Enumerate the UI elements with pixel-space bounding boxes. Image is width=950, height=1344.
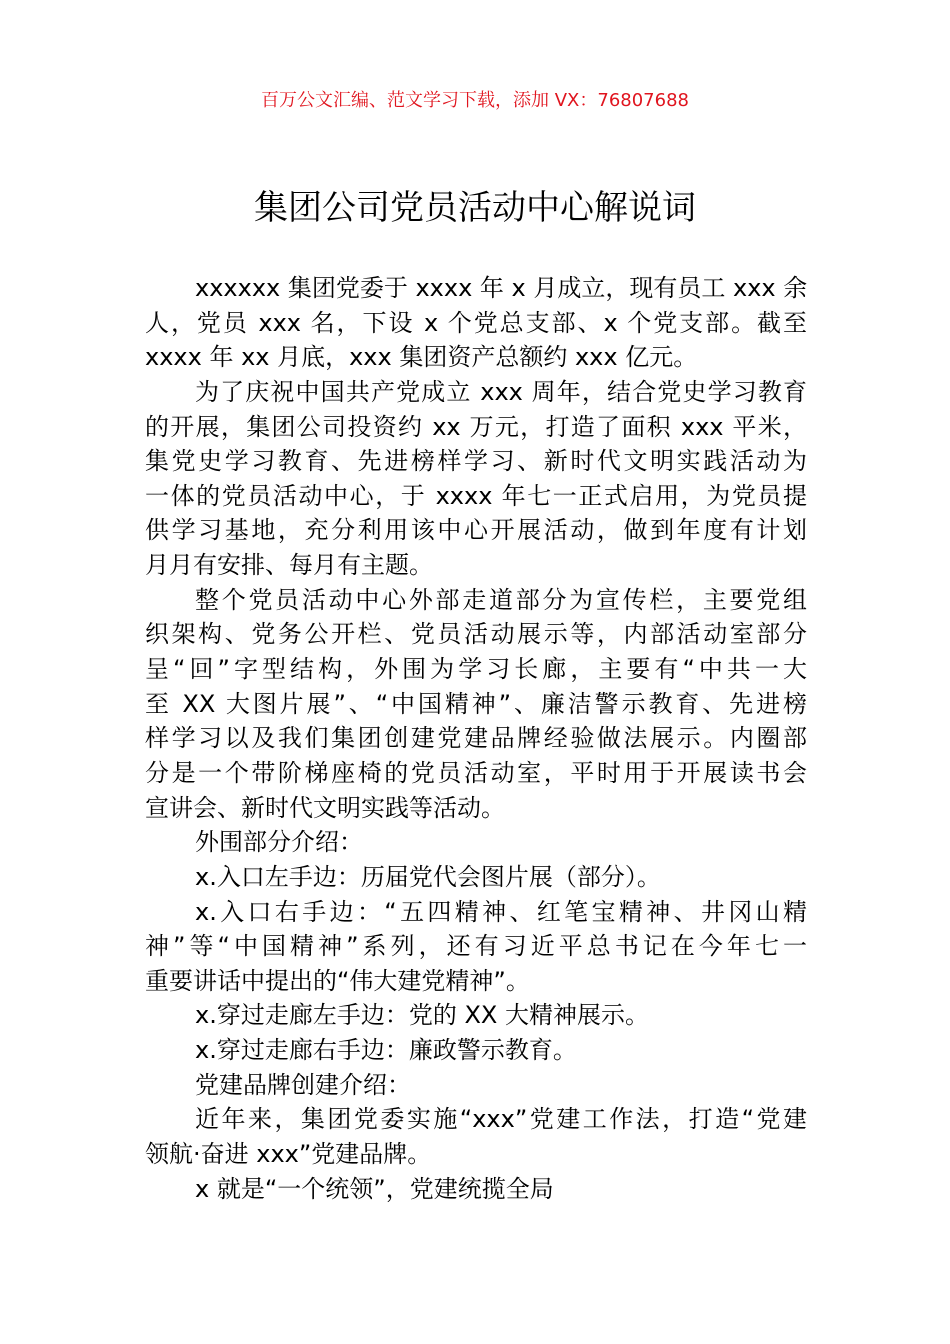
text-line: 月月有安排、每月有主题。 [145,551,433,580]
text-line: x 就是“一个统领”，党建统揽全局 [195,1174,554,1203]
text-line: 人，党员 xxx 名，下设 x 个党总支部、x 个党支部。截至 [145,308,807,337]
section-heading: 外围部分介绍： [195,828,363,857]
text-line: xxxxxx 集团党委于 xxxx 年 x 月成立，现有员工 xxx 余 [195,274,808,302]
document-body [145,271,807,1206]
text-line: x.入口左手边：历届党代会图片展（部分）。 [195,862,661,891]
section-heading: 党建品牌创建介绍： [195,1070,411,1099]
text-line: 宣讲会、新时代文明实践等活动。 [145,793,505,822]
text-line: 整个党员活动中心外部走道部分为宣传栏，主要党组 [195,585,807,614]
text-line: 集党史学习教育、先进榜样学习、新时代文明实践活动为 [145,447,807,476]
text-line: 神”等“中国精神”系列，还有习近平总书记在今年七一 [145,932,807,961]
document-title: 集团公司党员活动中心解说词 [254,188,696,228]
text-line: 为了庆祝中国共产党成立 xxx 周年，结合党史学习教育 [195,377,807,406]
text-line: xxxx 年 xx 月底，xxx 集团资产总额约 xxx 亿元。 [145,343,698,372]
text-line: 织架构、党务公开栏、党员活动展示等，内部活动室部分 [145,620,807,649]
text-line: 样学习以及我们集团创建党建品牌经验做法展示。内圈部 [145,724,807,753]
text-line: 的开展，集团公司投资约 xx 万元，打造了面积 xxx 平米， [145,412,807,441]
text-line: 近年来，集团党委实施“xxx”党建工作法，打造“党建 [195,1105,807,1134]
text-line: 呈“回”字型结构，外围为学习长廊，主要有“中共一大 [145,655,807,684]
watermark-banner: 百万公文汇编、范文学习下载，添加 VX：76807688 [261,90,689,111]
text-line: 领航·奋进 xxx”党建品牌。 [145,1140,432,1169]
text-line: 分是一个带阶梯座椅的党员活动室，平时用于开展读书会 [145,758,807,787]
text-line: 一体的党员活动中心，于 xxxx 年七一正式启用，为党员提 [145,481,807,510]
text-line: x.入口右手边：“五四精神、红笔宝精神、井冈山精 [195,897,807,926]
text-line: 至 XX 大图片展”、“中国精神”、廉洁警示教育、先进榜 [145,689,807,718]
text-line: 重要讲话中提出的“伟大建党精神”。 [145,966,530,995]
text-line: x.穿过走廊右手边：廉政警示教育。 [195,1036,577,1065]
text-line: x.穿过走廊左手边：党的 XX 大精神展示。 [195,1001,649,1030]
text-line: 供学习基地，充分利用该中心开展活动，做到年度有计划 [145,516,807,545]
